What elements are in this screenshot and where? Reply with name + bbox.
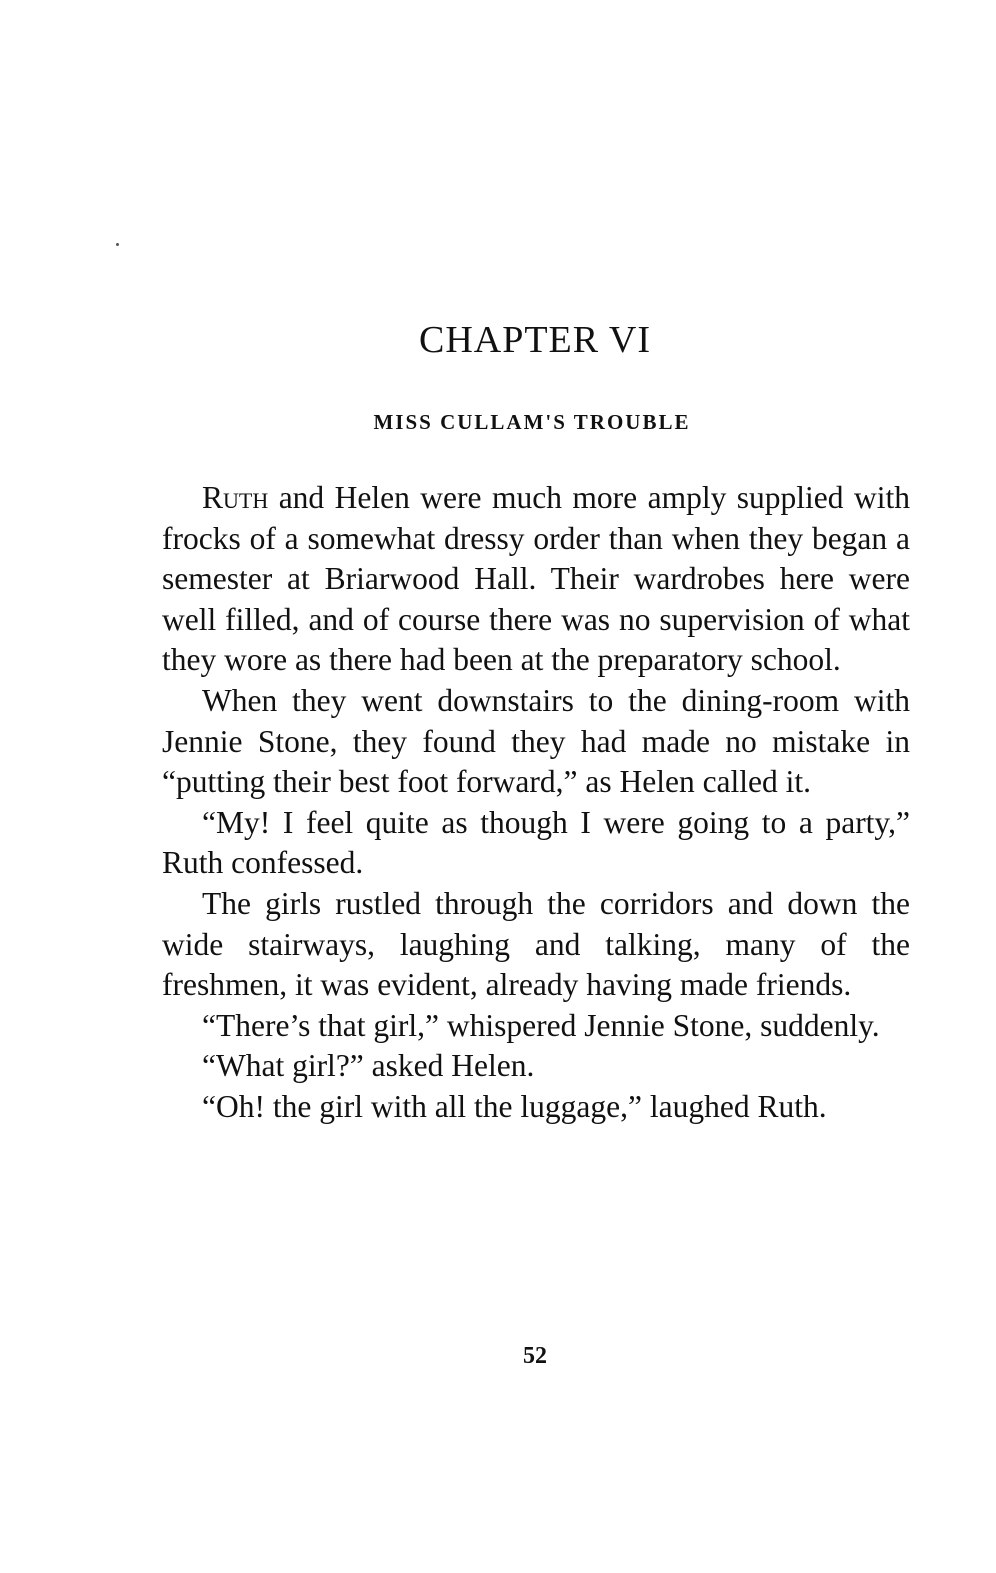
paragraph: The girls rustled through the corridors and down the wide stairways, laughing and talking, many of the freshmen, it was evident, already having made friends. <box>162 885 910 1003</box>
paragraph <box>162 478 910 681</box>
paragraph: “My! I feel quite as though I were going to a party,” Ruth confessed. <box>162 804 910 881</box>
drop-word: Ruth <box>202 480 269 515</box>
chapter-title-text: MISS CULLAM'S TROUBLE <box>373 410 691 434</box>
paragraph: “Oh! the girl with all the luggage,” laughed Ruth. <box>202 1088 827 1124</box>
paragraph: “There’s that girl,” whispered Jennie Stone, suddenly. <box>202 1007 880 1043</box>
chapter-heading: CHAPTER VI <box>418 319 652 361</box>
chapter-title <box>0 410 996 435</box>
scan-speck <box>116 243 119 246</box>
paragraph-text: and Helen were much more amply supplied with frocks of a somewhat dressy order than when they began a semester at Briarwood Hall. Their wardrobes here were well filled, and of course there was no supervision of what they wore as there had been at the preparatory school. <box>162 480 910 678</box>
body-text <box>162 478 910 1128</box>
paragraph: When they went downstairs to the dining-room with Jennie Stone, they found they had made no mistake in “putting their best foot forward,” as Helen called it. <box>162 682 910 800</box>
paragraph: “What girl?” asked Helen. <box>202 1048 535 1084</box>
page-number: 52 <box>523 1343 547 1369</box>
